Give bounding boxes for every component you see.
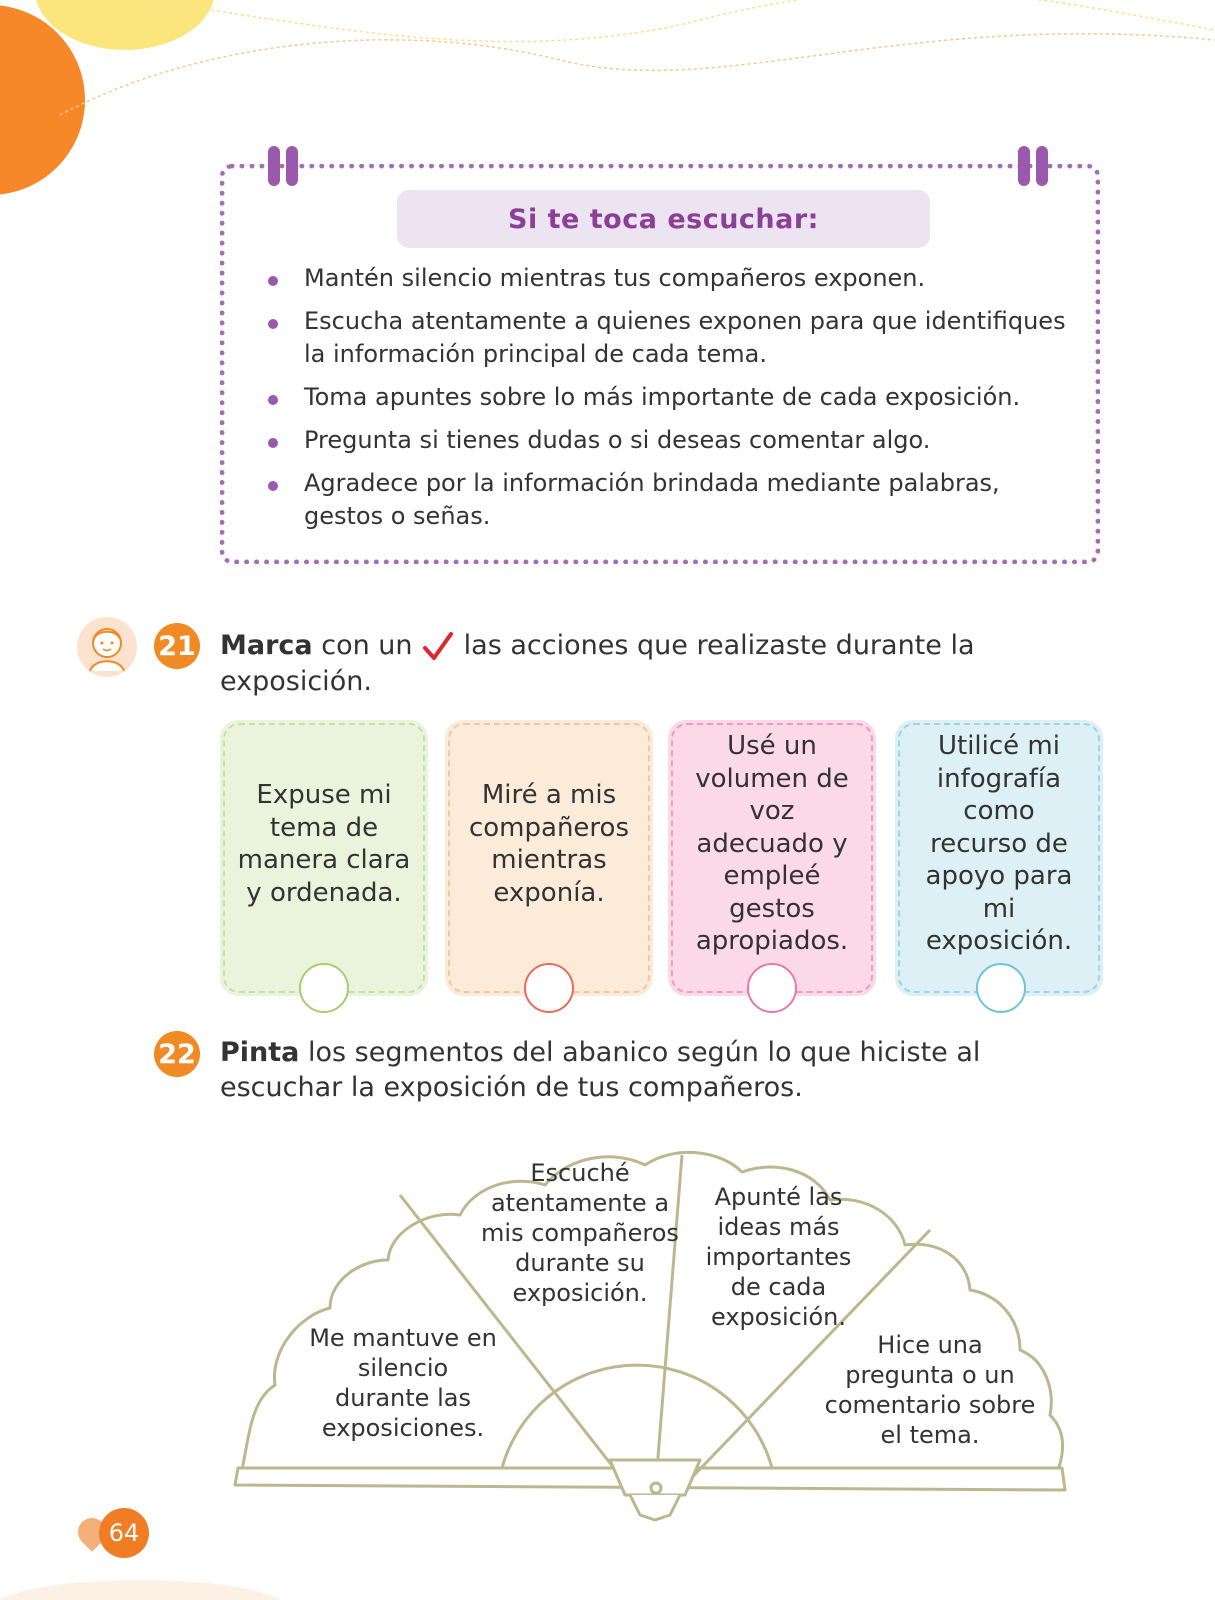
activity-22-instruction: Pinta los segmentos del abanico según lo que hiciste al escuchar la exposición de tus compañeros. — [220, 1037, 981, 1103]
fan-segment-4[interactable]: Hice una pregunta o un comentario sobre el tema. — [824, 1331, 1036, 1449]
student-avatar-icon — [76, 616, 138, 678]
clip-left-decoration — [268, 146, 302, 186]
option-card-4 — [895, 720, 1103, 996]
fan-segment-3[interactable]: Apunté las ideas más importantes de cada exposición. — [705, 1183, 852, 1331]
bullet-icon — [268, 481, 278, 491]
option-text-1: Expuse mi tema de manera clara y ordenada. — [223, 723, 425, 993]
listening-tips-title: Si te toca escuchar: — [397, 190, 930, 248]
option-checkbox-1[interactable] — [299, 963, 349, 1013]
clip-right-decoration — [1018, 146, 1052, 186]
tip-item: Agradece por la información brindada mediante palabras, gestos o señas. — [262, 467, 1082, 533]
tip-item: Pregunta si tienes dudas o si deseas comentar algo. — [262, 424, 1082, 457]
option-card-2 — [445, 720, 653, 996]
bullet-icon — [268, 319, 278, 329]
bullet-icon — [268, 395, 278, 405]
activity-number-21: 21 — [154, 623, 200, 669]
fan-segment-2[interactable]: Escuché atentamente a mis compañeros durante su exposición. — [481, 1159, 679, 1307]
option-text-3: Usé un volumen de voz adecuado y empleé gestos apropiados. — [671, 723, 873, 993]
option-text-4: Utilicé mi infografía como recurso de apoyo para mi exposición. — [898, 723, 1100, 993]
tip-item: Mantén silencio mientras tus compañeros exponen. — [262, 262, 1082, 295]
checkmark-icon — [421, 630, 455, 664]
option-text-2: Miré a mis compañeros mientras exponía. — [448, 723, 650, 993]
option-checkbox-4[interactable] — [976, 963, 1026, 1013]
activity-number-22: 22 — [154, 1031, 200, 1077]
option-checkbox-3[interactable] — [747, 963, 797, 1013]
page-number: 64 — [99, 1508, 149, 1558]
tip-item: Escucha atentamente a quienes exponen para que identifiques la información principal de cada tema. — [262, 305, 1082, 371]
option-checkbox-2[interactable] — [524, 963, 574, 1013]
tip-item: Toma apuntes sobre lo más importante de cada exposición. — [262, 381, 1082, 414]
bullet-icon — [268, 276, 278, 286]
listening-tips-list — [262, 262, 1082, 543]
bottom-decoration — [0, 1550, 400, 1600]
fan-segment-1[interactable]: Me mantuve en silencio durante las exposiciones. — [309, 1324, 497, 1442]
option-card-1 — [220, 720, 428, 996]
bullet-icon — [268, 438, 278, 448]
activity-21-instruction: Marca con un las acciones que realizaste durante la exposición. — [220, 630, 975, 697]
option-card-3 — [668, 720, 876, 996]
